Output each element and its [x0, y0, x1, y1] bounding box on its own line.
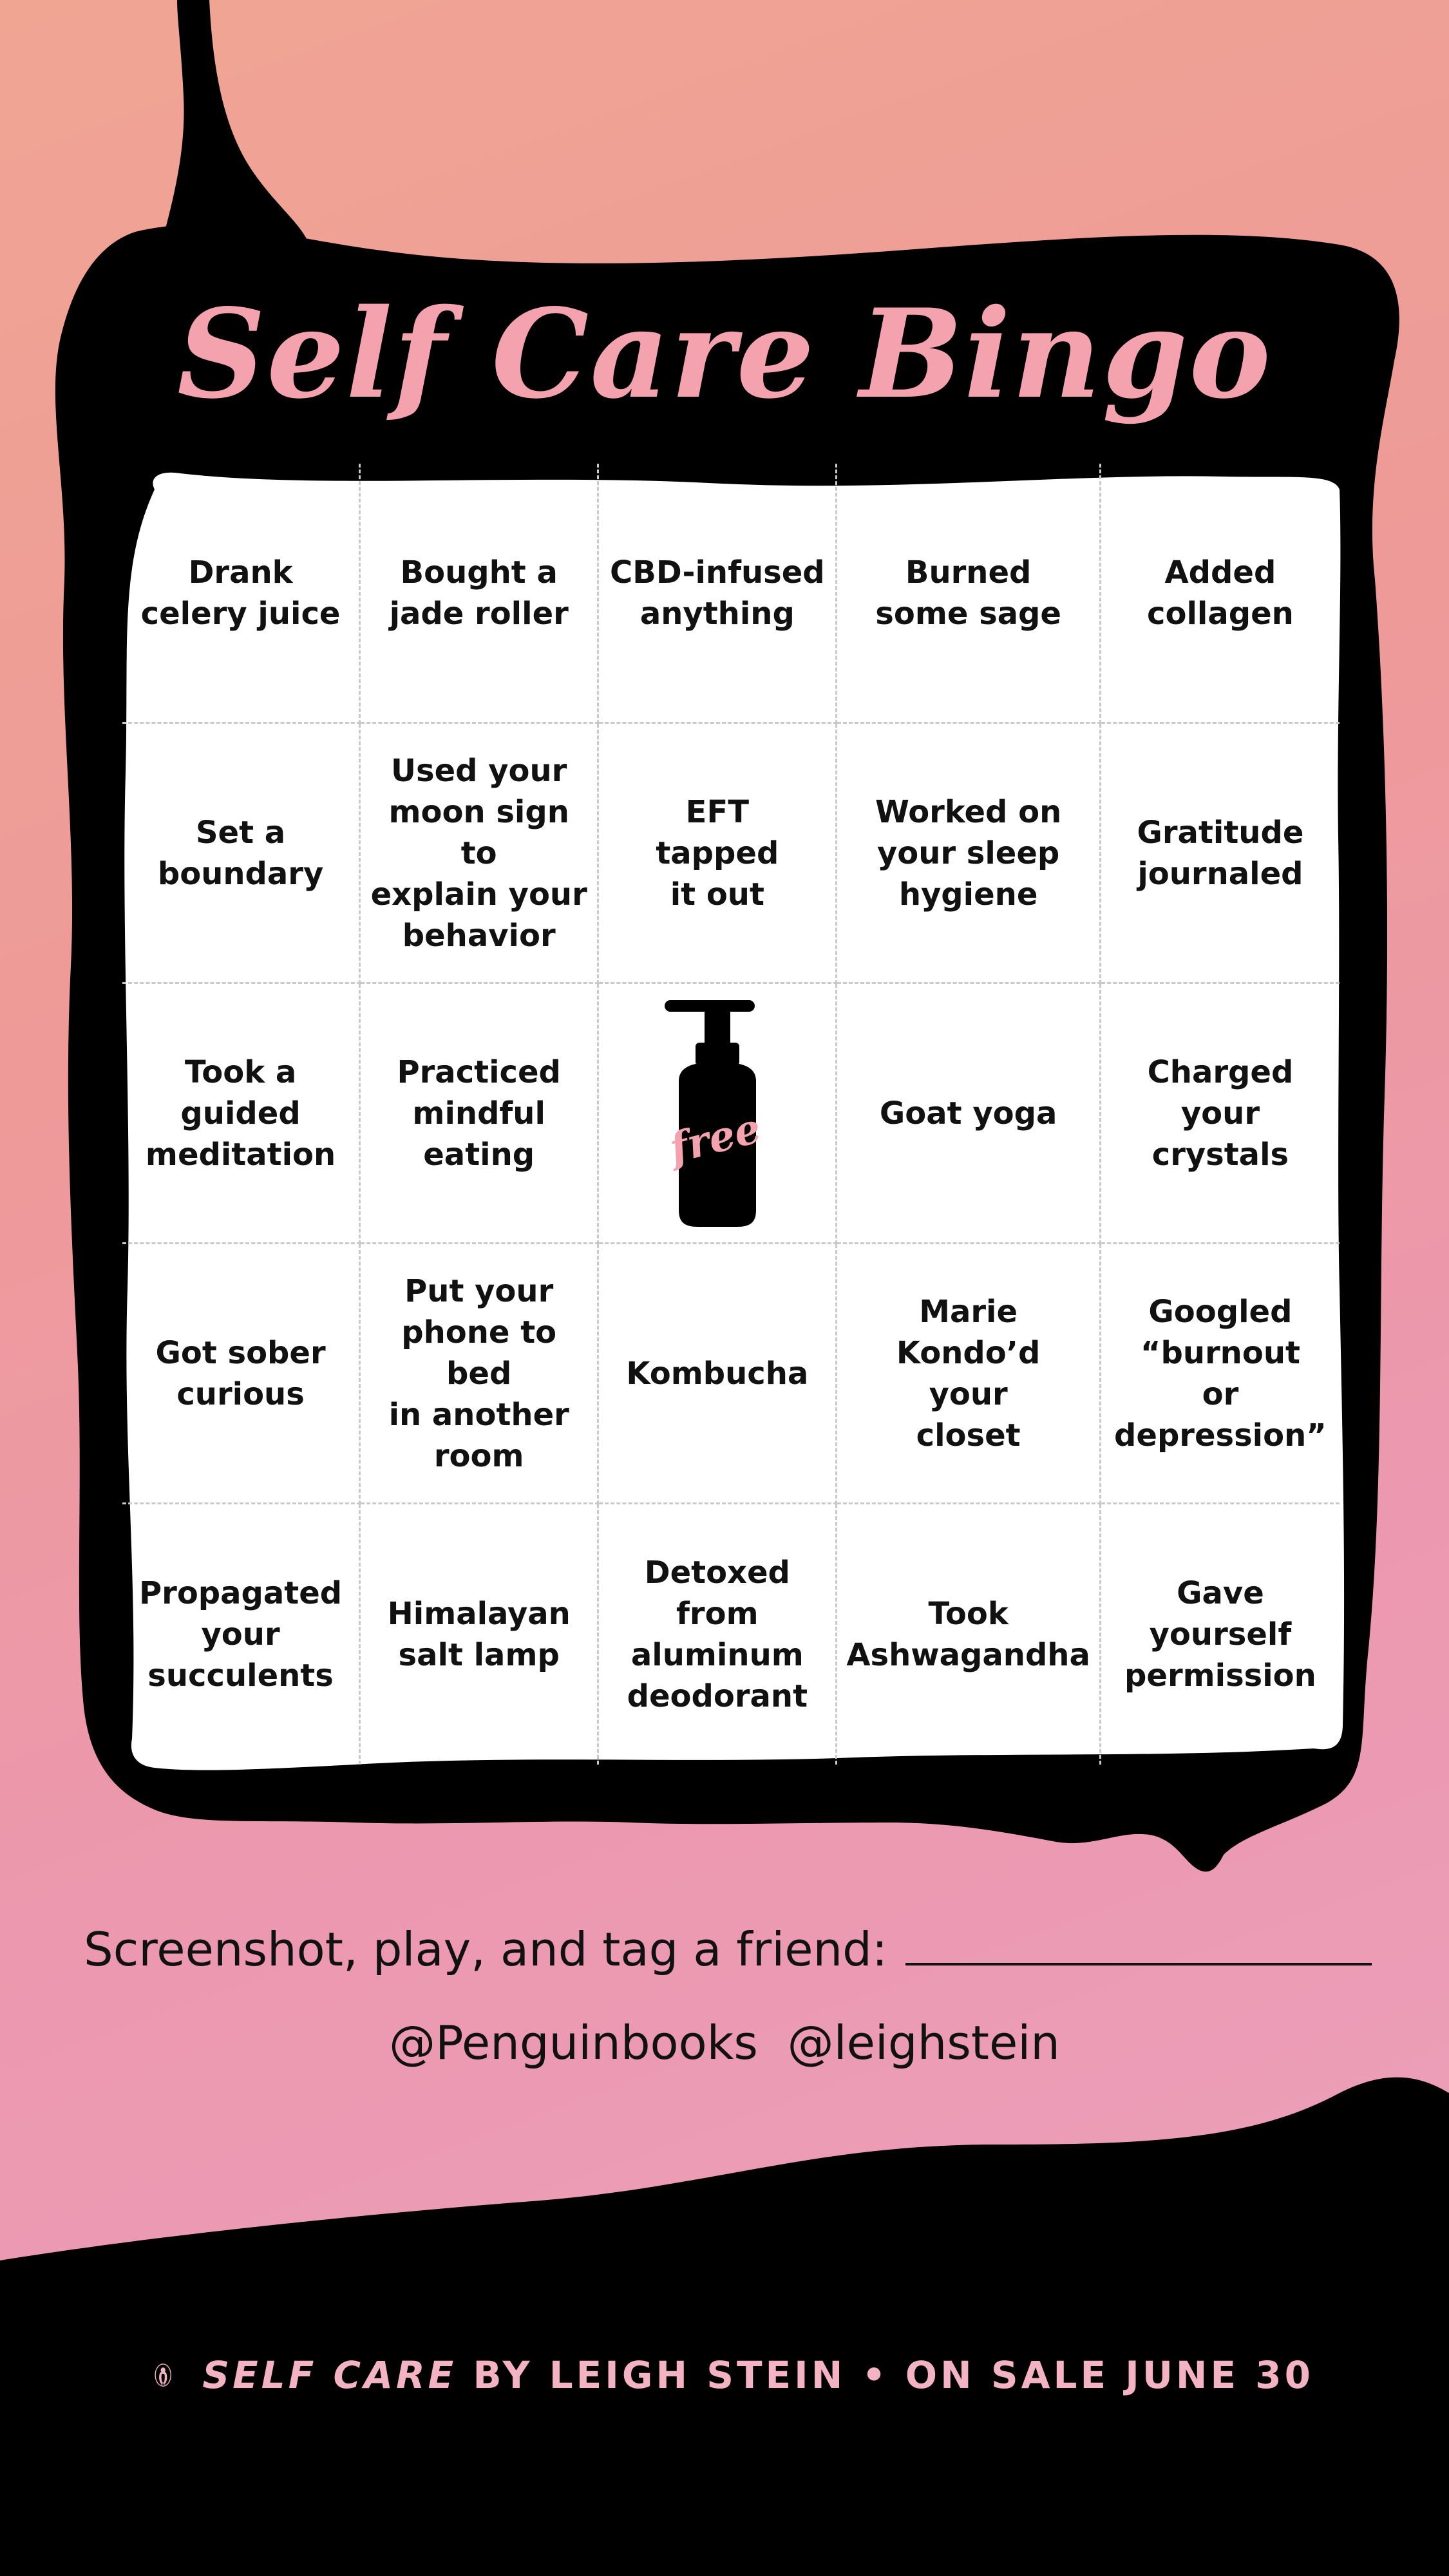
free-label: free: [665, 1103, 766, 1173]
social-handles: @Penguinbooks @leighstein: [389, 2016, 1060, 2070]
bingo-cell[interactable]: [361, 984, 599, 1244]
bingo-cell[interactable]: [122, 724, 361, 984]
page-title: Self Care Bingo: [176, 282, 1273, 426]
cell-label: Googled “burnout or depression”: [1114, 1293, 1327, 1454]
tag-a-friend-line: [84, 1922, 1372, 1976]
cell-label: Added collagen: [1147, 554, 1294, 632]
tag-line-text: Screenshot, play, and tag a friend:: [84, 1922, 888, 1976]
cell-label: Drank celery juice: [140, 554, 341, 632]
separator: [846, 2353, 905, 2397]
bingo-cell[interactable]: [837, 464, 1101, 724]
cell-label: Took Ashwagandha: [846, 1596, 1090, 1673]
cell-label: Burned some sage: [875, 554, 1061, 632]
bingo-cell[interactable]: [599, 464, 837, 724]
bingo-cell[interactable]: [837, 984, 1101, 1244]
cell-label: Worked on your sleep hygiene: [875, 793, 1062, 913]
bingo-cell[interactable]: [599, 1504, 837, 1765]
cell-label: Took a guided meditation: [145, 1054, 336, 1173]
bingo-cell[interactable]: [122, 464, 361, 724]
bingo-cell[interactable]: [1101, 1244, 1340, 1504]
cell-label: Gratitude journaled: [1137, 814, 1304, 892]
penguin-logo-icon: [155, 2333, 171, 2417]
friend-blank-field[interactable]: [905, 1924, 1372, 1965]
separator-dot: •: [862, 2353, 889, 2397]
bingo-cell[interactable]: [1101, 724, 1340, 984]
bingo-cell[interactable]: [837, 724, 1101, 984]
cell-label: CBD-infused anything: [610, 554, 825, 632]
cell-label: Propagated your succulents: [138, 1575, 343, 1694]
cell-label: Kombucha: [626, 1355, 809, 1392]
bingo-cell[interactable]: [361, 1244, 599, 1504]
cell-label: Marie Kondo’d your closet: [896, 1293, 1041, 1454]
by-line: BY LEIGH STEIN: [457, 2353, 846, 2397]
cell-label: Set a boundary: [157, 814, 324, 892]
footer-text: [202, 2353, 1314, 2397]
cell-label: EFT tapped it out: [656, 793, 779, 913]
bingo-cell[interactable]: [122, 984, 361, 1244]
bingo-cell[interactable]: [122, 1244, 361, 1504]
bingo-grid: [122, 464, 1340, 1765]
cell-label: Got sober curious: [155, 1334, 326, 1412]
bingo-cell[interactable]: [361, 724, 599, 984]
book-title: SELF CARE: [202, 2353, 457, 2397]
cell-label: Put your phone to bed in another room: [388, 1273, 569, 1474]
cell-label: Used your moon sign to explain your behavior: [370, 752, 587, 954]
bingo-cell[interactable]: [599, 724, 837, 984]
pump-bottle-icon: [653, 998, 782, 1229]
bingo-cell[interactable]: [599, 1244, 837, 1504]
bingo-cell[interactable]: [1101, 1504, 1340, 1765]
cell-label: Bought a jade roller: [389, 554, 569, 632]
cell-label: Detoxed from aluminum deodorant: [627, 1555, 808, 1714]
bingo-cell[interactable]: [837, 1504, 1101, 1765]
bingo-cell[interactable]: [361, 464, 599, 724]
bingo-cell-free[interactable]: [599, 984, 837, 1244]
bingo-cell[interactable]: [1101, 984, 1340, 1244]
sale-text: ON SALE JUNE 30: [905, 2353, 1314, 2397]
bingo-cell[interactable]: [361, 1504, 599, 1765]
cell-label: Practiced mindful eating: [397, 1054, 561, 1173]
footer: [155, 2330, 1314, 2420]
bottom-wave: [0, 2078, 1449, 2576]
cell-label: Charged your crystals: [1147, 1054, 1294, 1173]
cell-label: Goat yoga: [879, 1095, 1057, 1132]
bingo-cell[interactable]: [837, 1244, 1101, 1504]
bingo-cell[interactable]: [122, 1504, 361, 1765]
cell-label: Himalayan salt lamp: [387, 1596, 571, 1673]
bingo-cell[interactable]: [1101, 464, 1340, 724]
cell-label: Gave yourself permission: [1124, 1575, 1316, 1694]
